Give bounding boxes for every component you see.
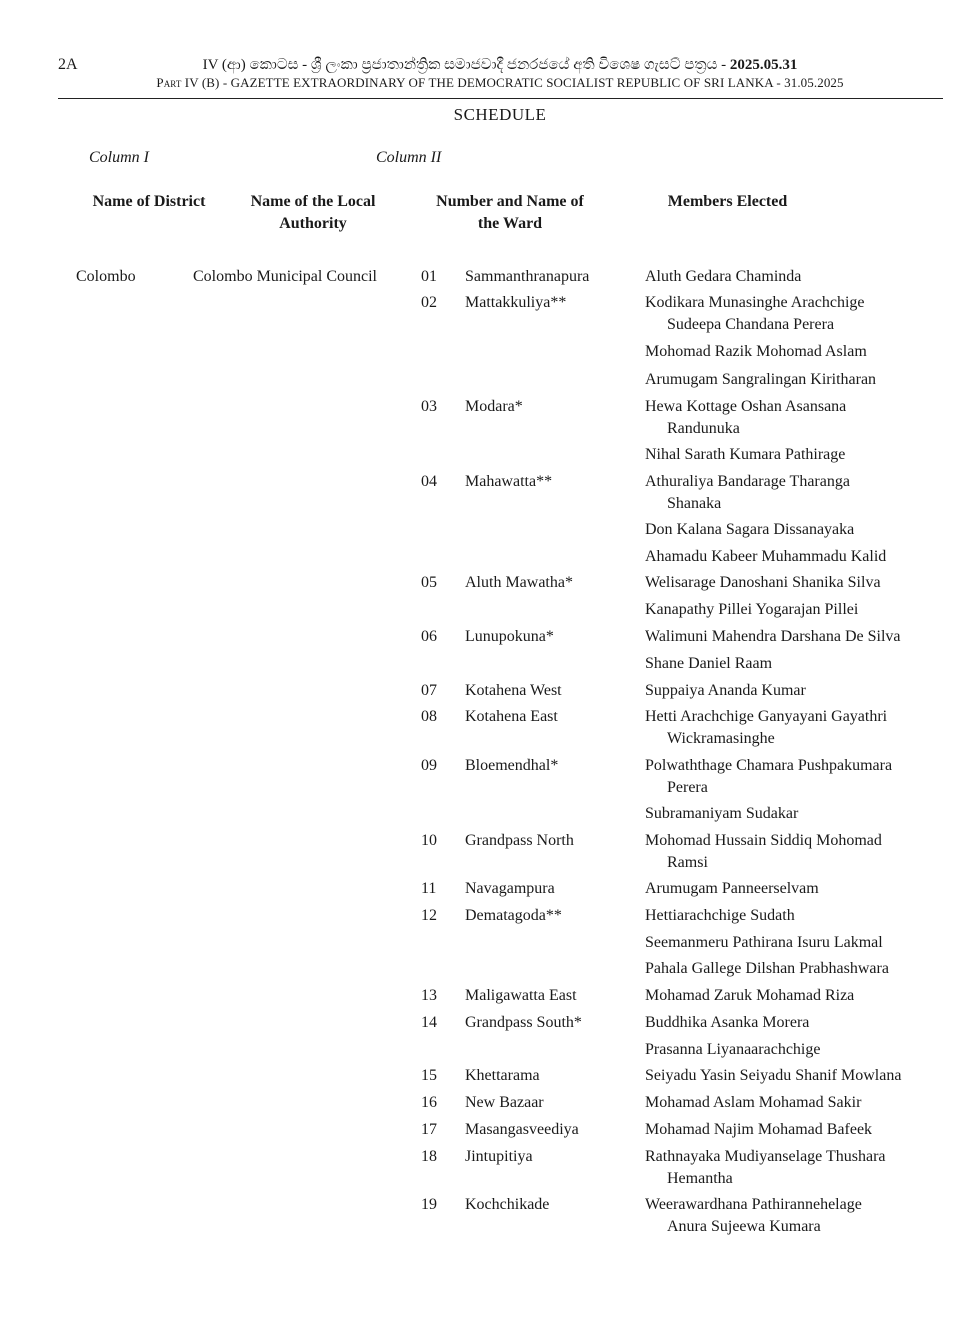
member-name: Buddhika Asanka Morera xyxy=(645,1014,810,1031)
header-divider xyxy=(58,98,943,99)
member-elected xyxy=(645,1039,820,1061)
member-name: Seiyadu Yasin Seiyadu Shanif Mowlana xyxy=(645,1067,902,1084)
member-elected xyxy=(645,985,854,1007)
member-elected xyxy=(645,444,845,466)
member-name: Pahala Gallege Dilshan Prabhashwara xyxy=(645,960,889,977)
member-elected xyxy=(645,1012,809,1034)
ward-name: Khettarama xyxy=(465,1067,540,1084)
ward-number: 02 xyxy=(421,294,437,311)
member-name: Kanapathy Pillei Yogarajan Pillei xyxy=(645,601,859,618)
member-elected xyxy=(645,1146,886,1190)
member-elected xyxy=(645,1065,901,1087)
member-name: Nihal Sarath Kumara Pathirage xyxy=(645,446,846,463)
ward-number: 15 xyxy=(421,1067,437,1084)
member-name: Mohamad Aslam Mohamad Sakir xyxy=(645,1094,862,1111)
member-elected xyxy=(645,599,858,621)
member-name: Kodikara Munasinghe Arachchige xyxy=(645,294,865,311)
member-name: Walimuni Mahendra Darshana De Silva xyxy=(645,628,901,645)
ward-name: Grandpass South* xyxy=(465,1014,582,1031)
member-elected xyxy=(645,932,883,954)
ward-name: New Bazaar xyxy=(465,1094,544,1111)
header-ward: Number and Name of the Ward xyxy=(436,193,584,232)
member-name: Prasanna Liyanaarachchige xyxy=(645,1041,821,1058)
member-elected xyxy=(645,878,819,900)
member-elected xyxy=(645,1092,861,1114)
ward-name: Grandpass North xyxy=(465,832,574,849)
ward-name: Dematagoda** xyxy=(465,907,562,924)
ward-number: 03 xyxy=(421,398,437,415)
header-sinhala-text: IV (ආ) කොටස - ශ්‍රී ලංකා ප්‍රජාතාන්ත්‍රික සමාජවාදී ජනරජයේ අති විශෙෂ ගැසට් පත්‍රය - xyxy=(202,57,727,73)
page-number: 2A xyxy=(58,56,78,73)
local-authority-name: Colombo Municipal Council xyxy=(193,268,377,285)
member-elected xyxy=(645,519,854,541)
ward-name: Kotahena West xyxy=(465,682,562,699)
member-name: Arumugam Panneerselvam xyxy=(645,880,819,897)
header-district: Name of District xyxy=(92,193,206,210)
header-english-line xyxy=(0,75,963,91)
member-name: Mohamad Zaruk Mohamad Riza xyxy=(645,987,855,1004)
member-name: Mohamad Najim Mohamad Bafeek xyxy=(645,1121,873,1138)
header-members-elected: Members Elected xyxy=(667,193,788,210)
member-name-continued: Hemantha xyxy=(667,1170,733,1187)
member-elected xyxy=(645,706,887,750)
member-name: Rathnayaka Mudiyanselage Thushara xyxy=(645,1148,886,1165)
header-part-label: Part IV (B) xyxy=(156,75,220,90)
ward-name: Masangasveediya xyxy=(465,1121,579,1138)
ward-number: 11 xyxy=(421,880,437,897)
member-elected xyxy=(645,572,881,594)
ward-number: 07 xyxy=(421,682,437,699)
ward-name: Maligawatta East xyxy=(465,987,577,1004)
ward-name: Kotahena East xyxy=(465,708,558,725)
ward-name: Mattakkuliya** xyxy=(465,294,567,311)
member-name: Polwaththage Chamara Pushpakumara xyxy=(645,757,893,774)
ward-name: Lunupokuna* xyxy=(465,628,554,645)
ward-number: 06 xyxy=(421,628,437,645)
member-name-continued: Randunuka xyxy=(667,420,740,437)
ward-number: 09 xyxy=(421,757,437,774)
member-elected xyxy=(645,1194,862,1238)
ward-name: Mahawatta** xyxy=(465,473,553,490)
ward-number: 05 xyxy=(421,574,437,591)
member-name: Weerawardhana Pathirannehelage xyxy=(645,1196,862,1213)
member-name: Welisarage Danoshani Shanika Silva xyxy=(645,574,881,591)
district-name: Colombo xyxy=(76,268,136,285)
schedule-title: SCHEDULE xyxy=(453,105,547,124)
ward-number: 14 xyxy=(421,1014,437,1031)
header-local-authority: Name of the Local Authority xyxy=(250,193,376,232)
ward-number: 04 xyxy=(421,473,437,490)
ward-number: 08 xyxy=(421,708,437,725)
member-name-continued: Shanaka xyxy=(667,495,722,512)
member-name-continued: Anura Sujeewa Kumara xyxy=(667,1218,821,1235)
member-name: Hettiarachchige Sudath xyxy=(645,907,795,924)
ward-number: 19 xyxy=(421,1196,437,1213)
member-name-continued: Wickramasinghe xyxy=(667,730,775,747)
member-elected xyxy=(645,680,806,702)
header-sinhala-date: 2025.05.31 xyxy=(729,57,798,73)
member-name: Mohomad Hussain Siddiq Mohomad xyxy=(645,832,882,849)
ward-name: Bloemendhal* xyxy=(465,757,559,774)
member-name: Subramaniyam Sudakar xyxy=(645,805,799,822)
member-elected xyxy=(645,546,886,568)
header-sinhala-line xyxy=(0,56,963,74)
ward-number: 13 xyxy=(421,987,437,1004)
member-elected xyxy=(645,341,867,363)
member-elected xyxy=(645,292,864,336)
member-elected xyxy=(645,1119,872,1141)
member-elected xyxy=(645,803,798,825)
ward-number: 16 xyxy=(421,1094,437,1111)
member-elected xyxy=(645,626,901,648)
ward-number: 12 xyxy=(421,907,437,924)
header-english-text: - GAZETTE EXTRAORDINARY OF THE DEMOCRATIC SOCIALIST REPUBLIC OF SRI LANKA - 31.05.2025 xyxy=(219,75,844,90)
member-name: Arumugam Sangralingan Kiritharan xyxy=(645,371,877,388)
member-elected xyxy=(645,958,889,980)
member-name: Hetti Arachchige Ganyayani Gayathri xyxy=(645,708,888,725)
member-name: Seemanmeru Pathirana Isuru Lakmal xyxy=(645,934,883,951)
member-name: Mohomad Razik Mohomad Aslam xyxy=(645,343,867,360)
member-elected xyxy=(645,396,846,440)
member-name: Hewa Kottage Oshan Asansana xyxy=(645,398,847,415)
ward-number: 17 xyxy=(421,1121,437,1138)
ward-name: Navagampura xyxy=(465,880,555,897)
member-name: Suppaiya Ananda Kumar xyxy=(645,682,806,699)
ward-number: 10 xyxy=(421,832,437,849)
member-name-continued: Perera xyxy=(667,779,708,796)
member-elected xyxy=(645,905,795,927)
member-name: Shane Daniel Raam xyxy=(645,655,773,672)
ward-name: Aluth Mawatha* xyxy=(465,574,573,591)
member-name: Aluth Gedara Chaminda xyxy=(645,268,802,285)
ward-name: Jintupitiya xyxy=(465,1148,533,1165)
ward-name: Kochchikade xyxy=(465,1196,550,1213)
member-elected xyxy=(645,471,850,515)
column-i-label: Column I xyxy=(89,149,149,166)
ward-number: 18 xyxy=(421,1148,437,1165)
member-name: Athuraliya Bandarage Tharanga xyxy=(645,473,850,490)
member-name: Ahamadu Kabeer Muhammadu Kalid xyxy=(645,548,887,565)
column-ii-label: Column II xyxy=(376,149,442,166)
member-elected xyxy=(645,369,876,391)
member-name: Don Kalana Sagara Dissanayaka xyxy=(645,521,855,538)
member-name-continued: Ramsi xyxy=(667,854,708,871)
ward-name: Sammanthranapura xyxy=(465,268,590,285)
ward-number: 01 xyxy=(421,268,437,285)
member-name-continued: Sudeepa Chandana Perera xyxy=(667,316,835,333)
member-elected xyxy=(645,266,801,288)
member-elected xyxy=(645,755,892,799)
member-elected xyxy=(645,830,882,874)
member-elected xyxy=(645,653,772,675)
ward-name: Modara* xyxy=(465,398,523,415)
